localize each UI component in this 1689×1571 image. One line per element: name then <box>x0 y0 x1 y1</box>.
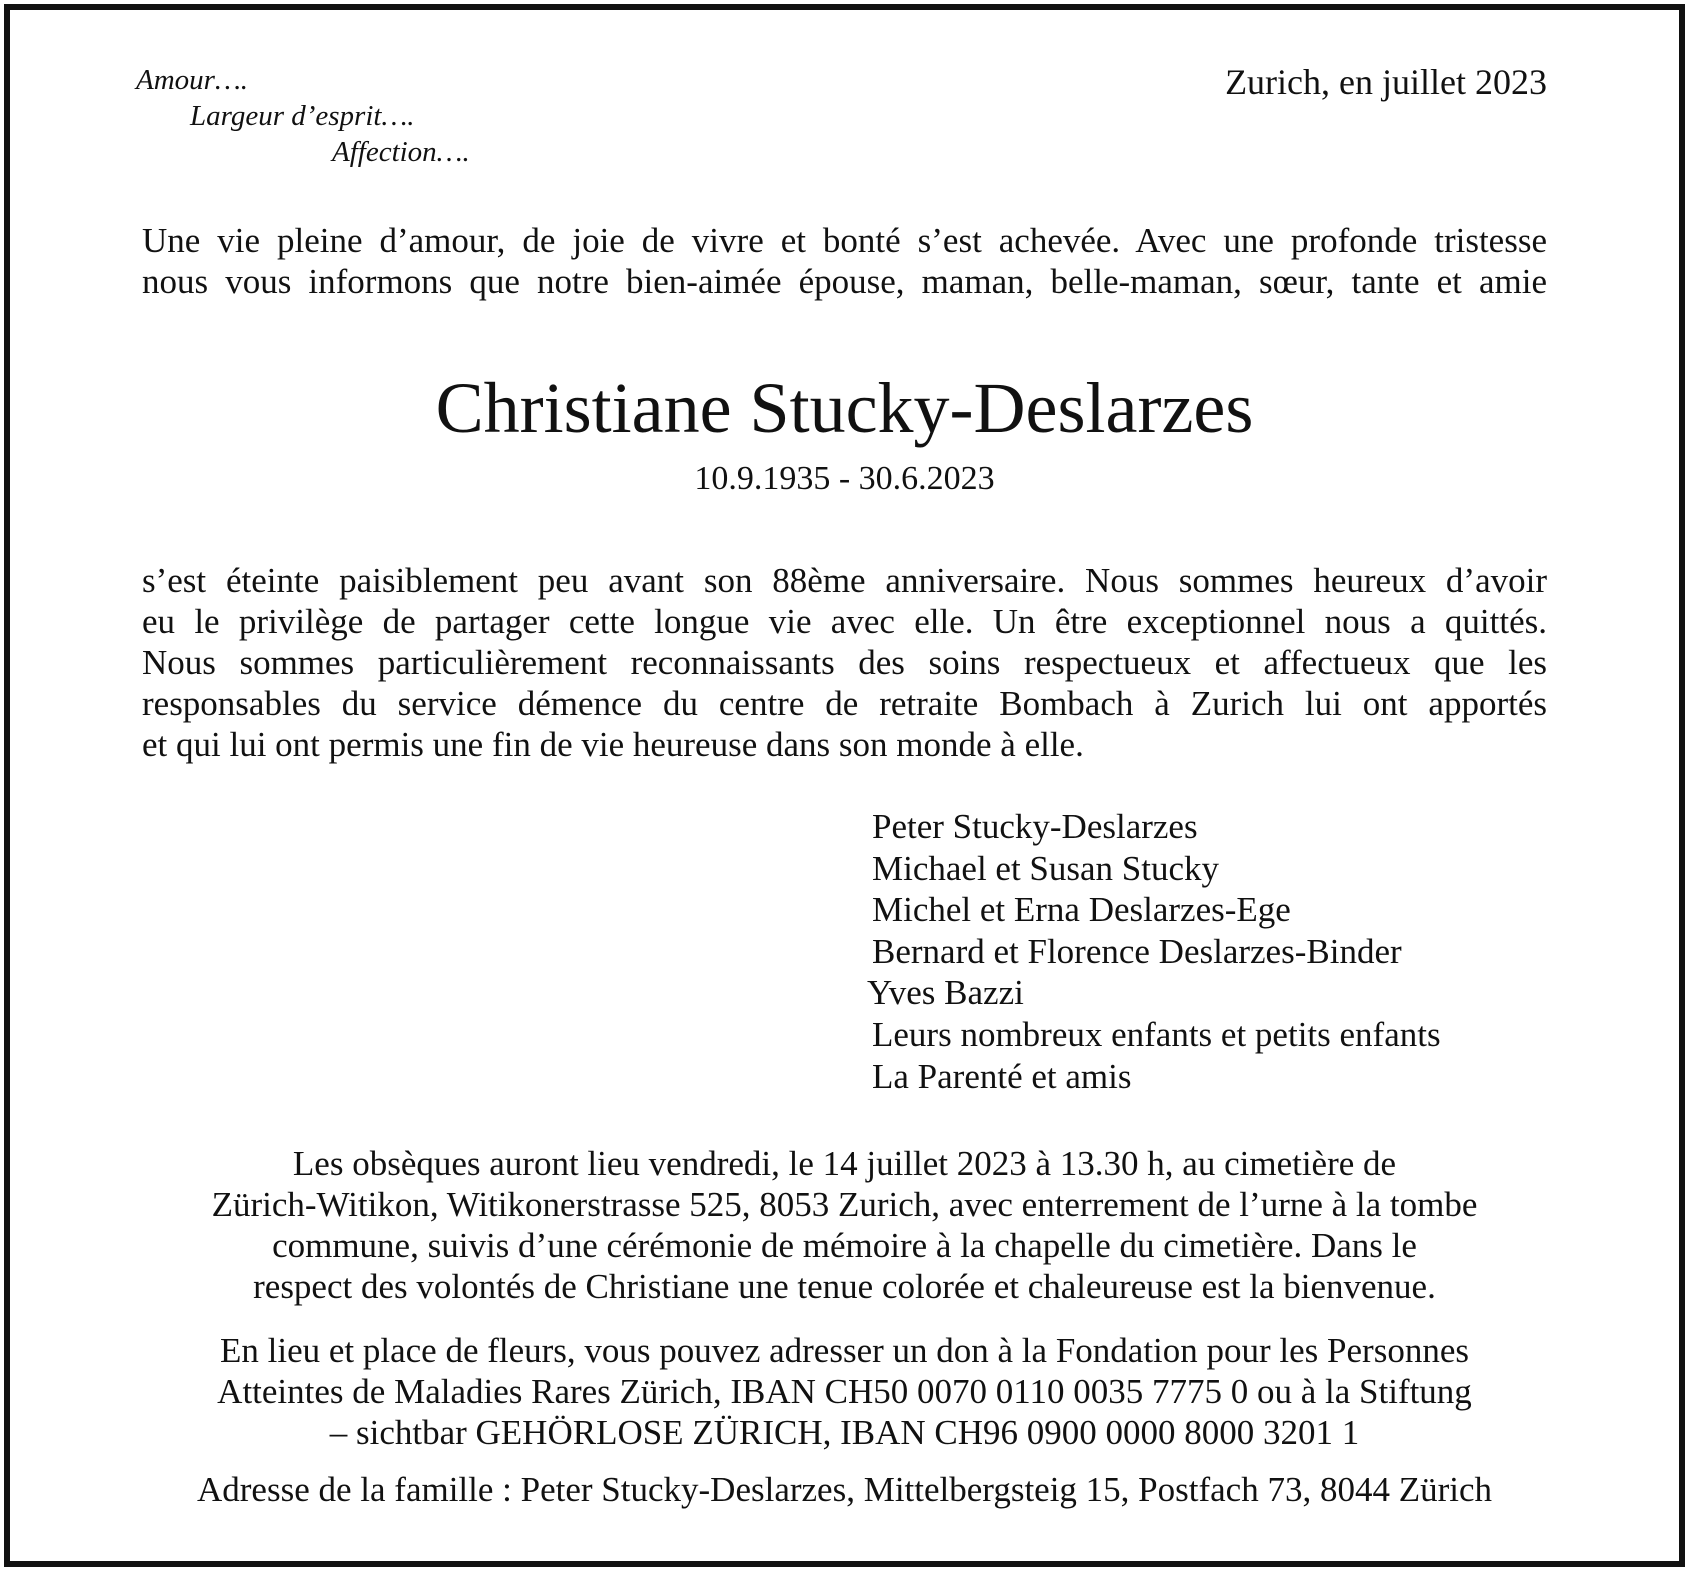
intro-line: nous vous informons que notre bien-aimée épouse, maman, belle-maman, sœur, tante et amie <box>142 262 1547 301</box>
body-line: et qui lui ont permis une fin de vie heureuse dans son monde à elle. <box>142 725 1084 764</box>
body-line: Nous sommes particulièrement reconnaissants des soins respectueux et affectueux que les <box>142 643 1547 682</box>
deceased-name: Christiane Stucky-Deslarzes <box>435 368 1254 448</box>
funeral-line: Zürich-Witikon, Witikonerstrasse 525, 8053 Zurich, avec enterrement de l’urne à la tombe <box>211 1185 1478 1224</box>
mourner-name: Yves Bazzi <box>867 973 1024 1013</box>
motto-line: Largeur d’esprit…. <box>190 100 415 132</box>
mourner-name: Peter Stucky-Deslarzes <box>872 807 1198 846</box>
motto-line: Affection…. <box>332 136 470 168</box>
mourners-list <box>867 806 1441 1097</box>
family-address <box>100 1469 1589 1510</box>
mourner-name: Leurs nombreux enfants et petits enfants <box>872 1014 1441 1054</box>
donation-line: – sichtbar GEHÖRLOSE ZÜRICH, IBAN CH96 0900 0000 8000 3201 1 <box>329 1413 1360 1452</box>
funeral-line: respect des volontés de Christiane une tenue colorée et chaleureuse est la bienvenue. <box>253 1267 1436 1306</box>
donation-line: En lieu et place de fleurs, vous pouvez adresser un don à la Fondation pour les Personnes <box>220 1331 1469 1370</box>
life-dates: 10.9.1935 - 30.6.2023 <box>694 460 995 497</box>
funeral-info <box>100 1143 1589 1307</box>
body-line: responsables du service démence du centre de retraite Bombach à Zurich lui ont apportés <box>142 684 1547 723</box>
body-line: s’est éteinte paisiblement peu avant son 88ème anniversaire. Nous sommes heureux d’avoir <box>142 561 1547 600</box>
donation-line: Atteintes de Maladies Rares Zürich, IBAN CH50 0070 0110 0035 7775 0 ou à la Stiftung <box>217 1372 1472 1411</box>
motto-line: Amour…. <box>136 64 248 96</box>
mourner-name: La Parenté et amis <box>872 1056 1132 1096</box>
motto <box>136 62 470 170</box>
funeral-line: Les obsèques auront lieu vendredi, le 14 juillet 2023 à 13.30 h, au cimetière de <box>292 1144 1397 1183</box>
body-line: eu le privilège de partager cette longue vie avec elle. Un être exceptionnel nous a quittés. <box>142 602 1547 641</box>
intro-line: Une vie pleine d’amour, de joie de vivre et bonté s’est achevée. Avec une profonde tristesse <box>142 221 1547 260</box>
funeral-line: commune, suivis d’une cérémonie de mémoire à la chapelle du cimetière. Dans le <box>272 1226 1417 1265</box>
mourner-name: Michael et Susan Stucky <box>872 848 1220 888</box>
place-date: Zurich, en juillet 2023 <box>1225 62 1547 102</box>
body-paragraph <box>142 560 1547 765</box>
donation-info <box>100 1330 1589 1453</box>
family-address-line: Adresse de la famille : Peter Stucky-Deslarzes, Mittelbergsteig 15, Postfach 73, 8044 Zürich <box>197 1470 1492 1509</box>
mourner-name: Bernard et Florence Deslarzes-Binder <box>872 931 1402 971</box>
mourner-name: Michel et Erna Deslarzes-Ege <box>872 890 1291 930</box>
intro-paragraph <box>142 220 1547 302</box>
